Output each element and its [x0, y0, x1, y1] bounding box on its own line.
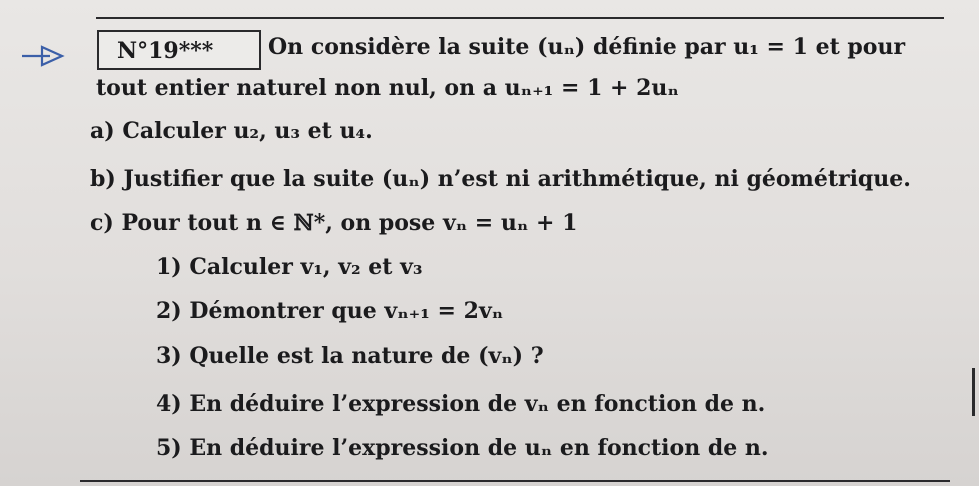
subquestion-5: 5) En déduire l’expression de uₙ en fonction de n. — [156, 435, 769, 461]
top-rule — [96, 17, 944, 19]
question-c: c) Pour tout n ∈ ℕ*, on pose vₙ = uₙ + 1 — [90, 210, 578, 236]
subquestion-4: 4) En déduire l’expression de vₙ en fonction de n. — [156, 391, 766, 417]
question-b: b) Justifier que la suite (uₙ) n’est ni arithmétique, ni géométrique. — [90, 166, 911, 192]
intro-line-1: On considère la suite (uₙ) définie par u₁ = 1 et pour — [268, 34, 906, 60]
subquestion-3: 3) Quelle est la nature de (vₙ) ? — [156, 343, 544, 369]
page-edge-mark — [972, 368, 975, 416]
subquestion-1: 1) Calculer v₁, v₂ et v₃ — [156, 254, 423, 280]
exercise-number: N°19*** — [117, 38, 214, 64]
exercise-number-badge — [97, 30, 261, 70]
bottom-rule — [80, 480, 950, 482]
arrow-right-icon — [20, 44, 66, 68]
question-a: a) Calculer u₂, u₃ et u₄. — [90, 118, 373, 144]
intro-line-2: tout entier naturel non nul, on a uₙ₊₁ = 1 + 2uₙ — [96, 75, 679, 101]
subquestion-2: 2) Démontrer que vₙ₊₁ = 2vₙ — [156, 298, 504, 324]
